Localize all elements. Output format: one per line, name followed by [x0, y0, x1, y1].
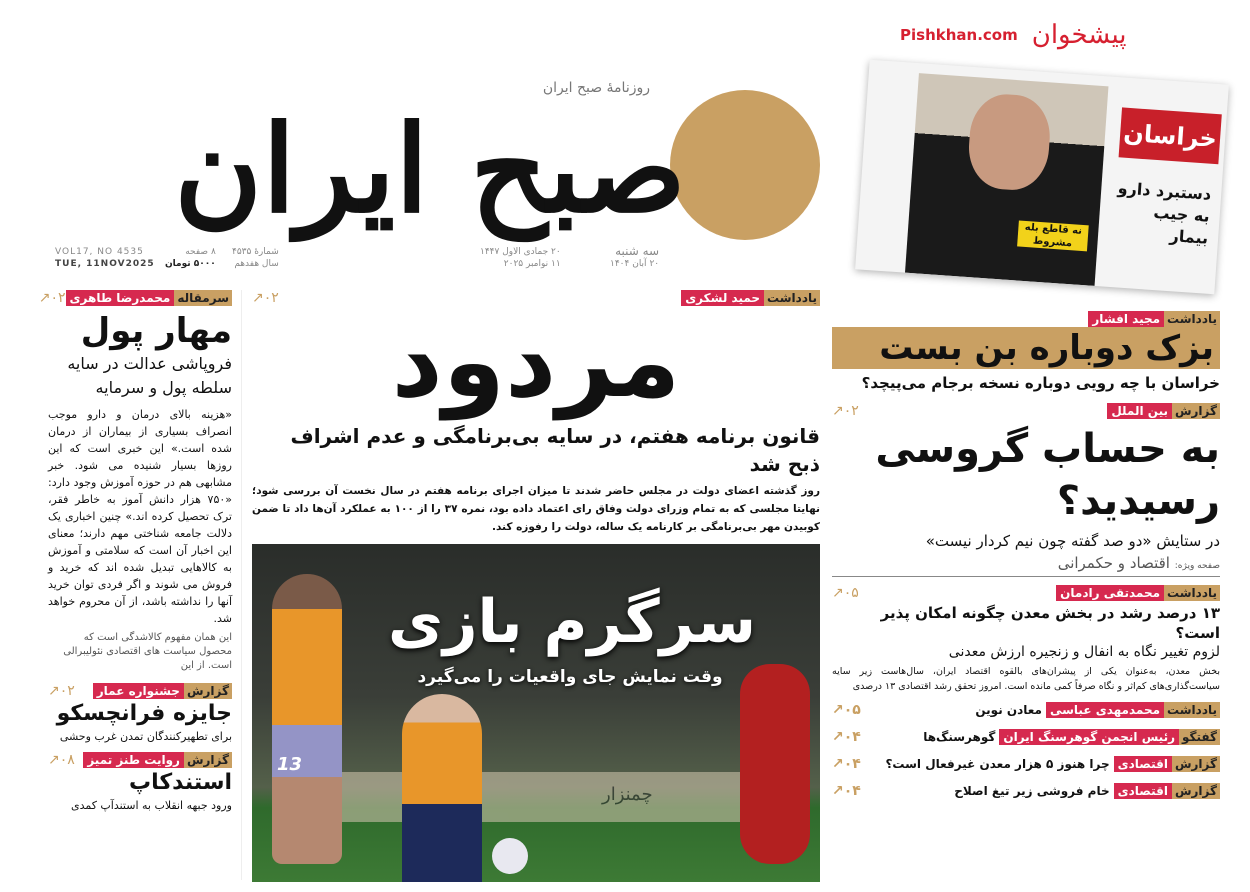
page-ref	[832, 783, 861, 799]
photo-caption: وقت نمایش جای واقعیات را می‌گیرد	[417, 667, 723, 687]
khorasan-front-page[interactable]	[855, 60, 1229, 295]
arrow-icon: ↗	[832, 728, 844, 745]
arrow-icon: ↗	[252, 290, 264, 306]
hijri-box	[480, 246, 561, 270]
lead-title: مردود	[391, 303, 681, 420]
page-ref	[252, 290, 279, 306]
issue: شمارهٔ ۴۵۳۵	[232, 247, 279, 257]
tag-kind: یادداشت	[764, 290, 820, 306]
left-item[interactable]	[48, 752, 232, 813]
item-title: جایزه فرانچسکو	[56, 701, 232, 726]
item-title: استندکاپ	[128, 770, 232, 795]
tag-author: جشنواره عمار	[93, 683, 184, 699]
note-tag	[1088, 311, 1220, 327]
weekday-box	[610, 244, 659, 270]
tag-author: اقتصادی	[1114, 756, 1172, 772]
page-number: ۰۲	[59, 683, 75, 699]
vol-no: VOL17, NO 4535	[55, 247, 144, 257]
ball	[492, 838, 528, 874]
page-ref	[832, 702, 861, 718]
note-subtitle: خراسان با چه رویی دوباره نسخه برجام می‌پیچد؟	[861, 374, 1220, 392]
price-box	[165, 246, 216, 270]
watermark	[900, 20, 1127, 50]
pages: ۸ صفحه	[185, 247, 216, 257]
vol	[55, 246, 155, 270]
column-divider	[241, 290, 242, 880]
brief-tag	[1046, 702, 1220, 718]
masthead-logo: صبح ایران	[174, 99, 686, 240]
arrow-icon: ↗	[832, 782, 844, 799]
arrow-icon: ↗	[38, 290, 51, 306]
item-subtitle: برای تطهیرکنندگان تمدن غرب وحشی	[59, 730, 232, 743]
watermark-en: Pishkhan.com	[900, 26, 1018, 44]
watermark-fa: پیشخوان	[1031, 20, 1127, 50]
editorial-body: «هزینه بالای درمان و دارو موجب انصراف بسیاری از بیماران از درمان شده است.» این خبری است که این روزها بسیار شنیده می شود. خبر مشابهی هم در حوزه آموزش وجود دارد: «۷۵۰ هزار دانش آموز به خاطر فقر، ترک تحصیل کرده اند.» چنین اخباری یک دلالت جامعه شناختی مهم دارند؛ معنای این اخبار آن است که سلامتی و آموزش به کالاهایی تبدیل شده اند که خرید و فروش می شوند و اگر فردی توان خرید آنها را نداشته باشد، از آن محروم خواهد شد.	[48, 408, 232, 625]
khorasan-note[interactable]	[832, 308, 1220, 393]
page-ref	[832, 756, 861, 772]
intl-title: به حساب گروسی رسیدید؟	[875, 426, 1220, 524]
masthead	[50, 80, 840, 240]
arrow-icon: ↗	[832, 755, 844, 772]
briefs	[832, 696, 1220, 804]
issue-box	[232, 246, 279, 270]
page-number: ۰۴	[843, 728, 861, 745]
item-tag	[83, 752, 232, 768]
mining-story[interactable]	[832, 585, 1220, 694]
greg: ۱۱ نوامبر ۲۰۲۵	[503, 259, 561, 269]
mining-tag	[1056, 585, 1220, 601]
note-title: بزک دوباره بن بست	[832, 327, 1220, 369]
tag-kind: سرمقاله	[174, 290, 232, 306]
khorasan-photo	[905, 73, 1108, 286]
brief-item[interactable]	[832, 696, 1220, 723]
lead-subtitle: قانون برنامه هفتم، در سایه بی‌برنامگی و عدم اشراف ذبح شد	[290, 424, 820, 476]
tag-kind: یادداشت	[1164, 585, 1220, 601]
year: سال هفدهم	[234, 259, 279, 269]
intl-story[interactable]	[832, 403, 1220, 577]
arrow-icon: ↗	[48, 752, 60, 768]
arrow-icon: ↗	[832, 403, 844, 419]
tag-kind: یادداشت	[1164, 702, 1220, 718]
tag-kind: گزارش	[1172, 756, 1220, 772]
arrow-icon: ↗	[832, 701, 844, 718]
tag-author: محمدمهدی عباسی	[1046, 702, 1164, 718]
brief-tag	[1114, 783, 1220, 799]
goalkeeper	[740, 664, 810, 864]
brief-item[interactable]	[832, 777, 1220, 804]
tag-kind: گزارش	[184, 752, 232, 768]
lead-story[interactable]	[252, 290, 820, 536]
editorial[interactable]	[38, 290, 232, 673]
brief-item[interactable]	[832, 750, 1220, 777]
editorial-title: مهار پول	[80, 311, 232, 351]
page-ref	[48, 752, 75, 768]
price: ۵۰۰۰ تومان	[165, 259, 216, 269]
tag-author: بین الملل	[1107, 403, 1172, 419]
lead-photo[interactable]	[252, 544, 820, 882]
tag-author: محمدرضا طاهری	[66, 290, 175, 306]
date-en: TUE, 11NOV2025	[55, 259, 155, 269]
page-ref	[832, 729, 861, 745]
jersey-number: 13	[277, 754, 303, 775]
player-left	[272, 574, 342, 864]
item-tag	[93, 683, 232, 699]
left-item[interactable]	[48, 683, 232, 744]
page-ref	[39, 290, 66, 306]
photo-title: سرگرم بازی	[388, 587, 756, 657]
left-column	[38, 290, 232, 813]
brief-tag	[1114, 756, 1220, 772]
editorial-more: این همان مفهوم کالاشدگی است که محصول سیاست های اقتصادی نئولیبرالی است. از این	[63, 632, 232, 671]
brief-title: خام فروشی زیر تیغ اصلاح	[954, 783, 1110, 798]
item-subtitle: ورود جبهه انقلاب به استندآپ کمدی	[70, 799, 232, 812]
intl-tag	[1107, 403, 1220, 419]
page-number: ۰۸	[59, 752, 75, 768]
arrow-icon: ↗	[48, 683, 60, 699]
page-ref	[832, 403, 859, 419]
tag-kind: گفتگو	[1179, 729, 1220, 745]
tag-kind: یادداشت	[1164, 311, 1220, 327]
mining-subtitle: لزوم تغییر نگاه به انفال و زنجیره ارزش معدنی	[948, 644, 1220, 660]
lead-tag	[681, 290, 820, 306]
hijri: ۲۰ جمادی الاول ۱۴۴۷	[480, 247, 561, 257]
lead-body: روز گذشته اعضای دولت در مجلس حاضر شدند تا میزان اجرای برنامه هفتم در سال نخست آن بررسی شود؛ نهایتا مجلسی که به تمام وزرای دولت وفاق رای اعتماد داده بود، نمره ۳۷ را از ۱۰۰ به عملکرد آن‌ها داد تا ضمن کوبیدن مهر بی‌برنامگی بر کارنامه یک ساله، دولت را رفوزه کند.	[252, 485, 820, 533]
masthead-tagline: روزنامهٔ صبح ایران	[542, 80, 650, 96]
tag-author: روایت طنز تمیز	[83, 752, 184, 768]
brief-item[interactable]	[832, 723, 1220, 750]
ad-text: چمنزار	[602, 784, 653, 805]
editorial-subtitle: فروپاشی عدالت در سایه سلطه پول و سرمایه	[67, 354, 232, 397]
lead-column	[252, 290, 820, 882]
brief-title: معادن نوین	[975, 702, 1042, 717]
tag-kind: گزارش	[184, 683, 232, 699]
page-number: ۰۵	[843, 585, 859, 601]
right-column	[832, 308, 1220, 804]
intl-subtitle: در ستایش «دو صد گفته چون نیم کردار نیست»	[925, 532, 1220, 550]
page-number: ۰۴	[843, 782, 861, 799]
khorasan-headline: دستبرد دارو به جیب بیمار	[1117, 178, 1212, 248]
ad-board	[282, 772, 792, 822]
player-center	[402, 694, 482, 882]
page-ref	[832, 585, 859, 601]
tag-author: محمدتقی رادمان	[1056, 585, 1164, 601]
mining-body: بخش معدن، به‌عنوان یکی از پیشران‌های بالقوه اقتصاد ایران، سال‌هاست زیر سایه سیاست‌گذاری‌های کم‌اثر و نگاه صرفاً کمی مانده است. امروز تحقق رشد اقتصادی ۱۳ درصدی	[832, 666, 1220, 692]
mining-title: ۱۳ درصد رشد در بخش معدن چگونه امکان پذیر است؟	[880, 604, 1220, 642]
editorial-tag	[66, 290, 232, 306]
special-label: صفحه ویژه:	[1174, 561, 1220, 571]
special-page	[832, 553, 1220, 577]
page-number: ۰۵	[843, 701, 861, 718]
jalali: ۲۰ آبان ۱۴۰۴	[610, 259, 660, 269]
brief-tag	[999, 729, 1220, 745]
brief-title: گوهرسنگ‌ها	[923, 729, 996, 744]
khorasan-quote: نه قاطع بله مشروط	[1017, 220, 1089, 251]
tag-kind: گزارش	[1172, 783, 1220, 799]
page-number: ۰۲	[843, 403, 859, 419]
special-title: اقتصاد و حکمرانی	[1057, 554, 1170, 572]
tag-author: حمید لشکری	[681, 290, 764, 306]
weekday: سه شنبه	[615, 244, 660, 258]
khorasan-masthead: خراسان	[1119, 107, 1222, 164]
tag-author: اقتصادی	[1114, 783, 1172, 799]
tag-kind: گزارش	[1172, 403, 1220, 419]
brief-title: چرا هنوز ۵ هزار معدن غیرفعال است؟	[885, 756, 1110, 771]
page-number: ۰۲	[263, 290, 279, 306]
arrow-icon: ↗	[832, 585, 844, 601]
tag-author: مجید افشار	[1088, 311, 1164, 327]
page-number: ۰۴	[843, 755, 861, 772]
page-ref	[48, 683, 75, 699]
tag-author: رئیس انجمن گوهرسنگ ایران	[999, 729, 1179, 745]
page-number: ۰۲	[50, 290, 66, 306]
